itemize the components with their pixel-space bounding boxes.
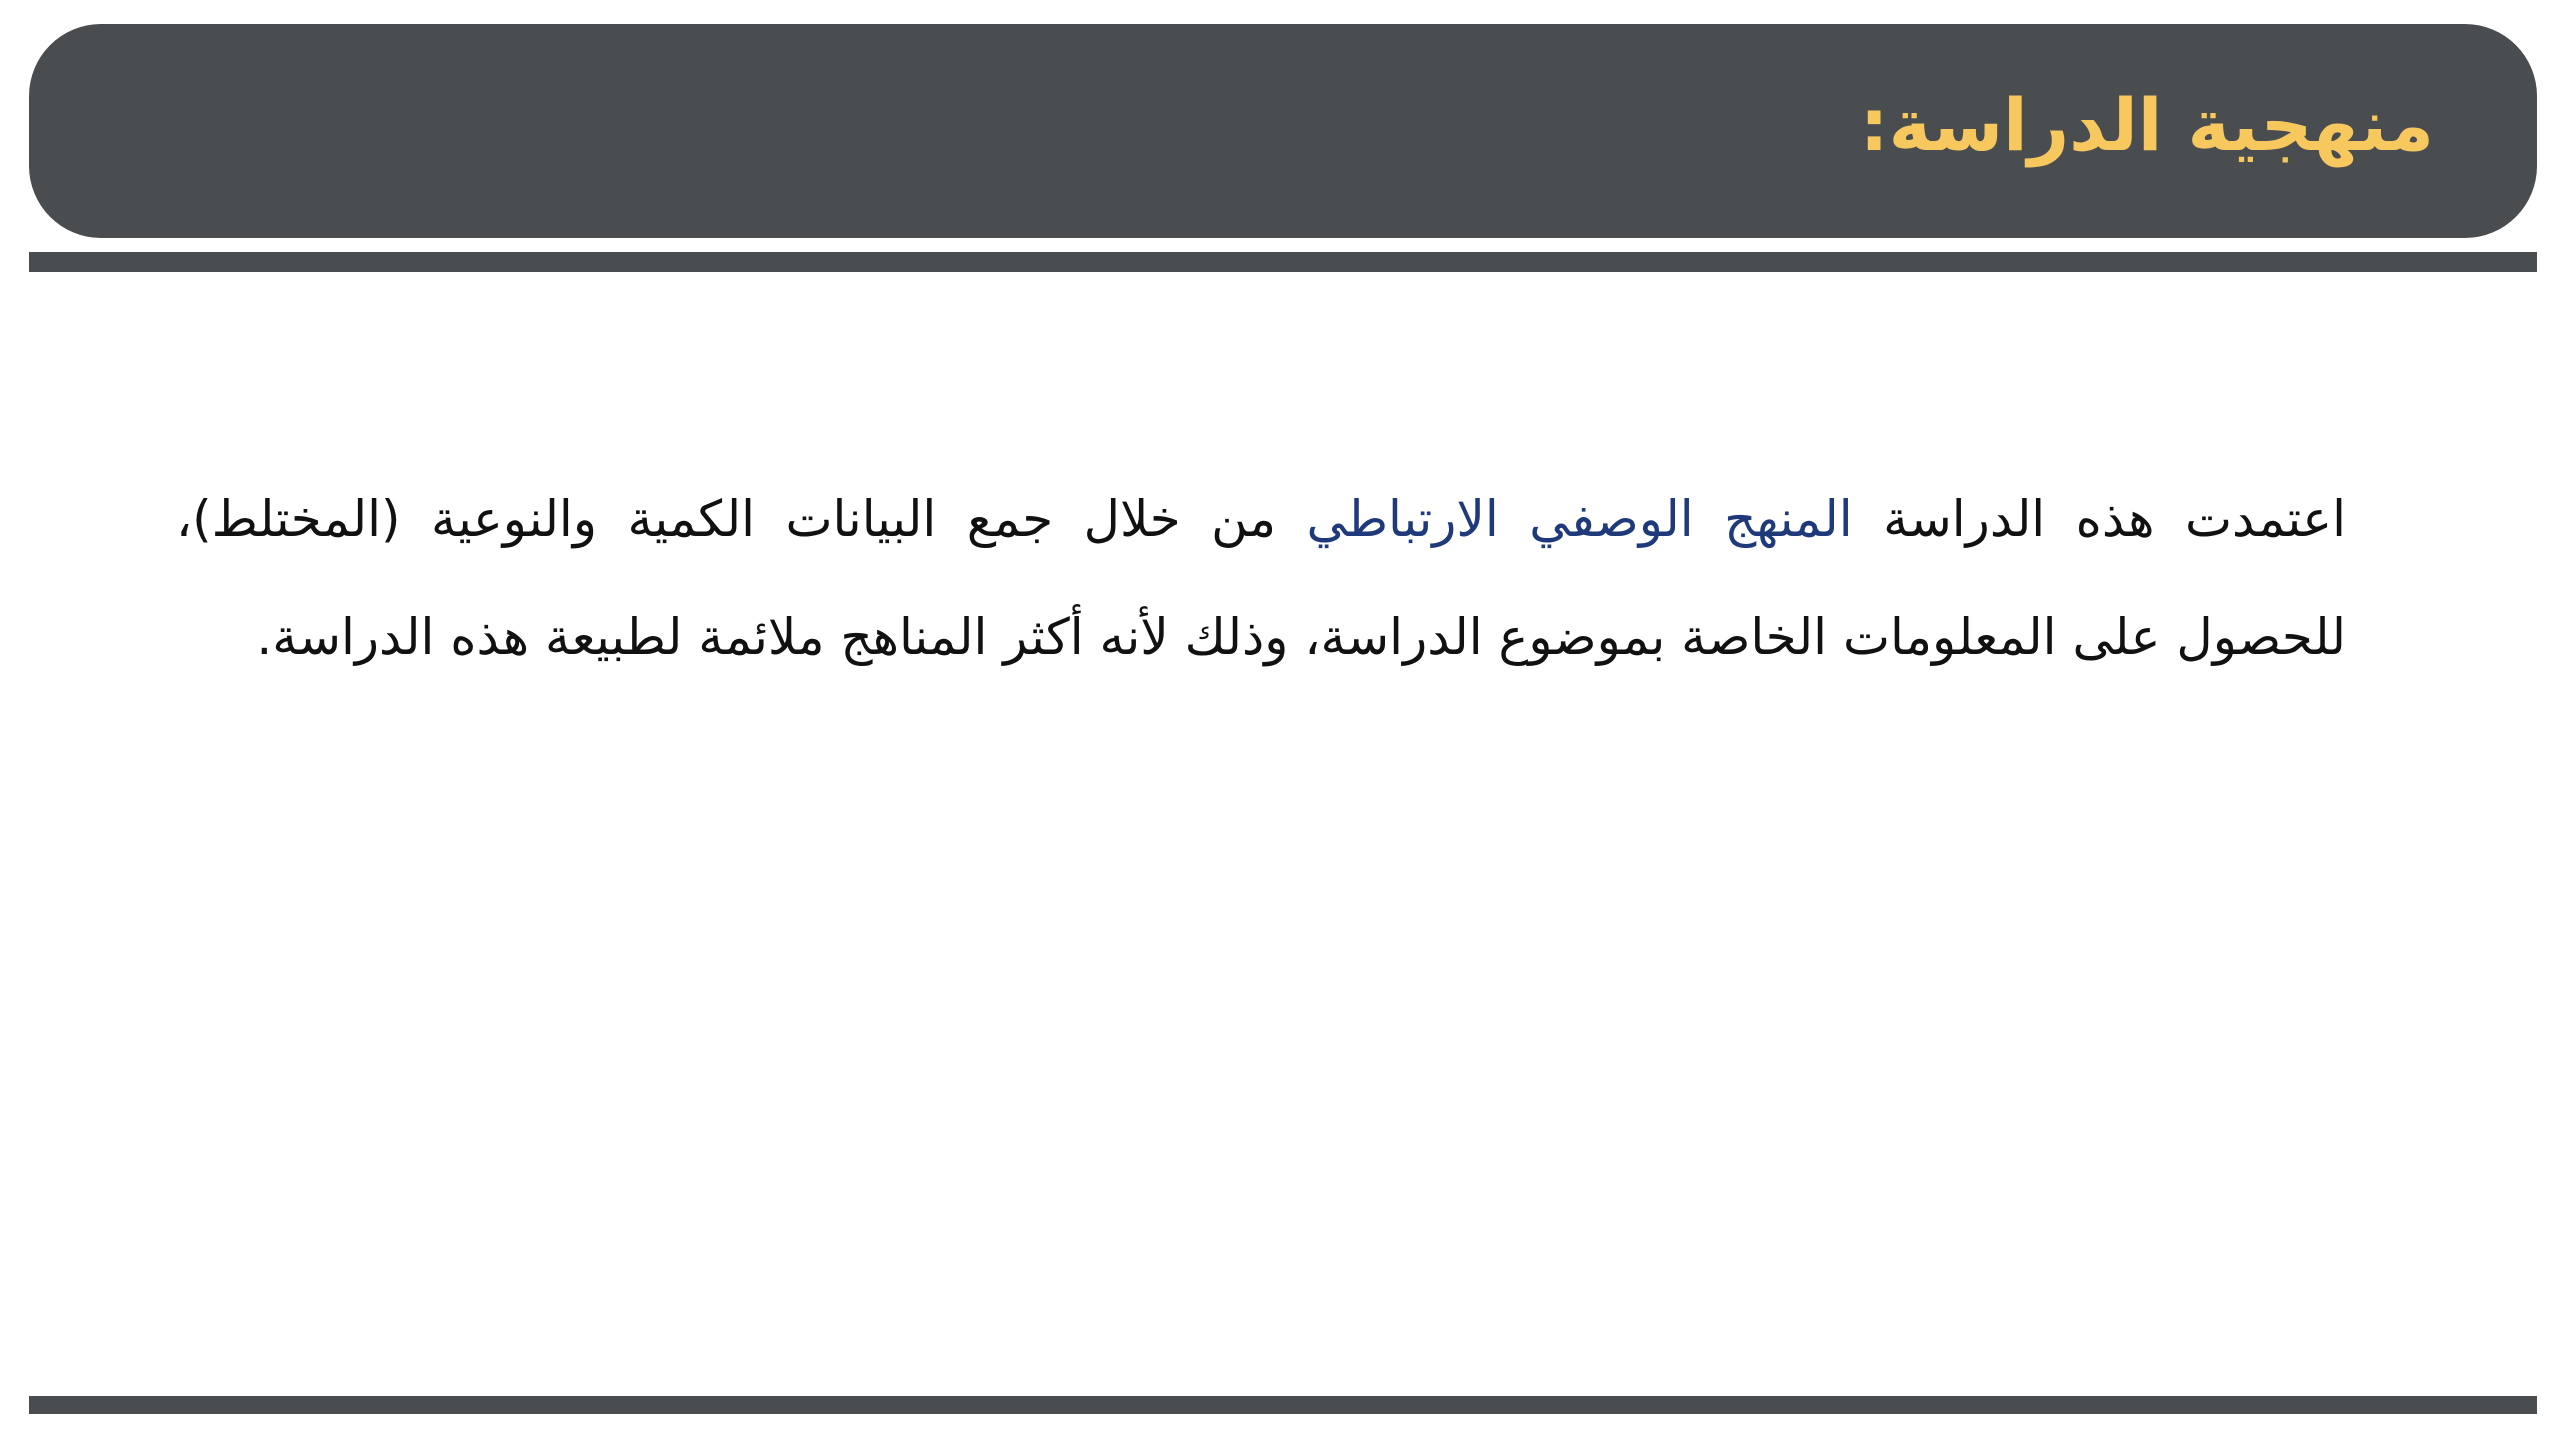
slide-title: منهجية الدراسة:	[1859, 83, 2434, 167]
paragraph-intro: اعتمدت هذه الدراسة	[1852, 490, 2347, 548]
paragraph-rest: من خلال جمع البيانات الكمية والنوعية (المختلط)، للحصول على المعلومات الخاصة بموضوع الدراسة، وذلك لأنه أكثر المناهج ملائمة لطبيعة هذه الدراسة.	[176, 490, 2346, 666]
method-highlight: المنهج الوصفي الارتباطي	[1306, 490, 1853, 548]
body-paragraph	[176, 460, 2346, 696]
header-bar	[29, 24, 2537, 238]
bottom-divider	[29, 1396, 2537, 1414]
top-divider	[29, 252, 2537, 272]
